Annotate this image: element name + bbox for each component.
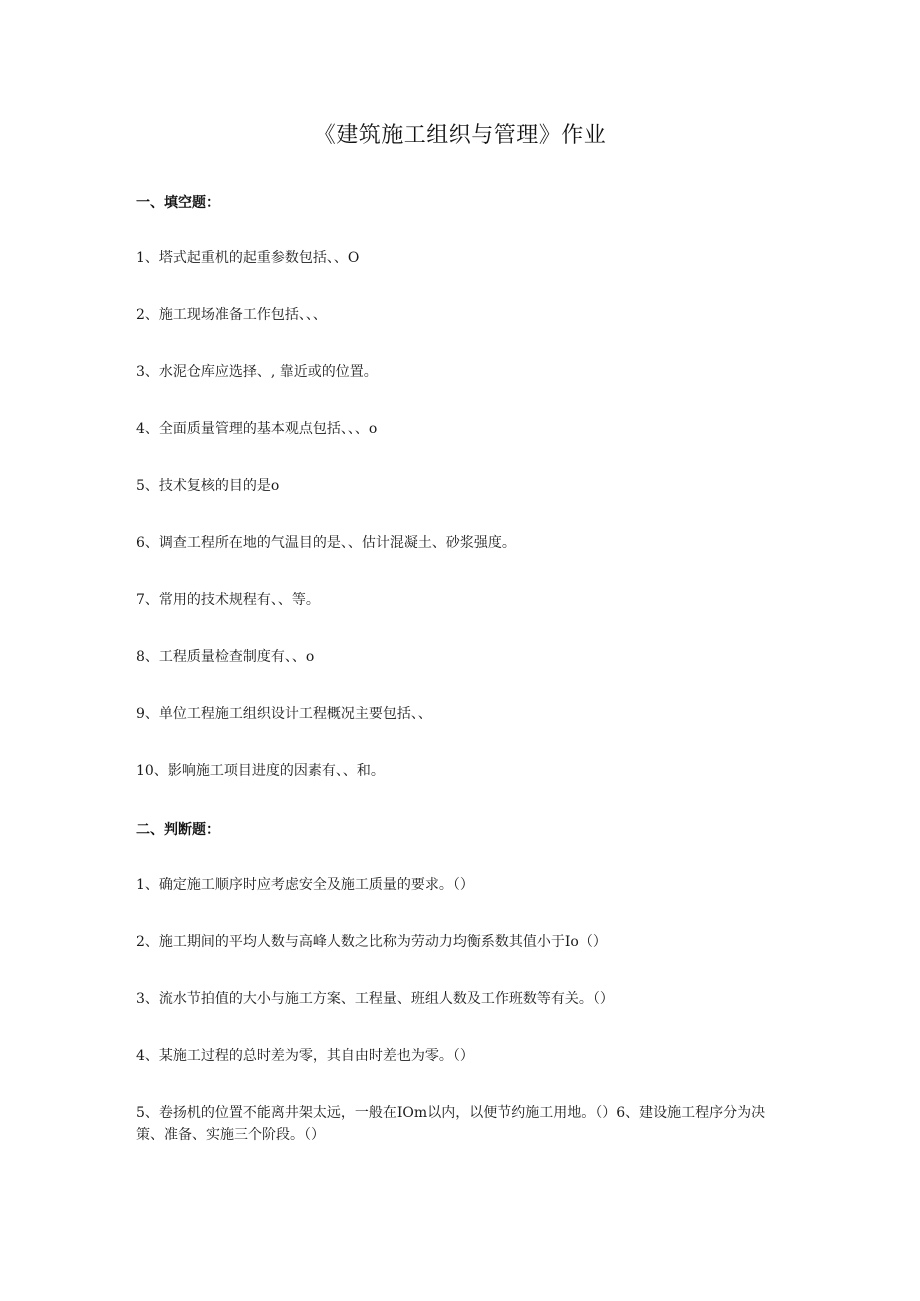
fill-in-question-3: 3、水泥仓库应选择、, 靠近或的位置。: [136, 364, 378, 380]
fill-in-question-7: 7、常用的技术规程有、、等。: [136, 592, 320, 608]
fill-in-question-8: 8、工程质量检查制度有、、o: [136, 649, 315, 665]
fill-in-question-1: 1、塔式起重机的起重参数包括、、O: [136, 250, 360, 266]
true-false-question-2: 2、施工期间的平均人数与高峰人数之比称为劳动力均衡系数其值小于Io（）: [136, 934, 607, 950]
true-false-question-1: 1、确定施工顺序时应考虑安全及施工质量的要求。（）: [136, 877, 474, 893]
section-heading-fill-in: 一、填空题：: [136, 195, 220, 211]
fill-in-question-10: 10、影响施工项目进度的因素有、、和。: [136, 763, 385, 779]
fill-in-question-9: 9、单位工程施工组织设计工程概况主要包括、、: [136, 706, 432, 722]
fill-in-question-5: 5、技术复核的目的是o: [136, 478, 280, 494]
fill-in-question-4: 4、全面质量管理的基本观点包括、、、o: [136, 421, 378, 437]
true-false-question-3: 3、流水节拍值的大小与施工方案、工程量、班组人数及工作班数等有关。（）: [136, 991, 614, 1007]
true-false-question-5: 5、卷扬机的位置不能离井架太远，一般在IOm以内，以便节约施工用地。（）6、建设施工程序分为决策、准备、实施三个阶段。（）: [136, 1105, 766, 1143]
section-heading-true-false: 二、判断题：: [136, 822, 220, 838]
document-title: 《建筑施工组织与管理》作业: [313, 123, 607, 148]
true-false-question-4: 4、某施工过程的总时差为零，其自由时差也为零。（）: [136, 1048, 474, 1064]
fill-in-question-6: 6、调查工程所在地的气温目的是、、估计混凝土、砂浆强度。: [136, 535, 516, 551]
fill-in-question-2: 2、施工现场准备工作包括、、、: [136, 307, 327, 323]
